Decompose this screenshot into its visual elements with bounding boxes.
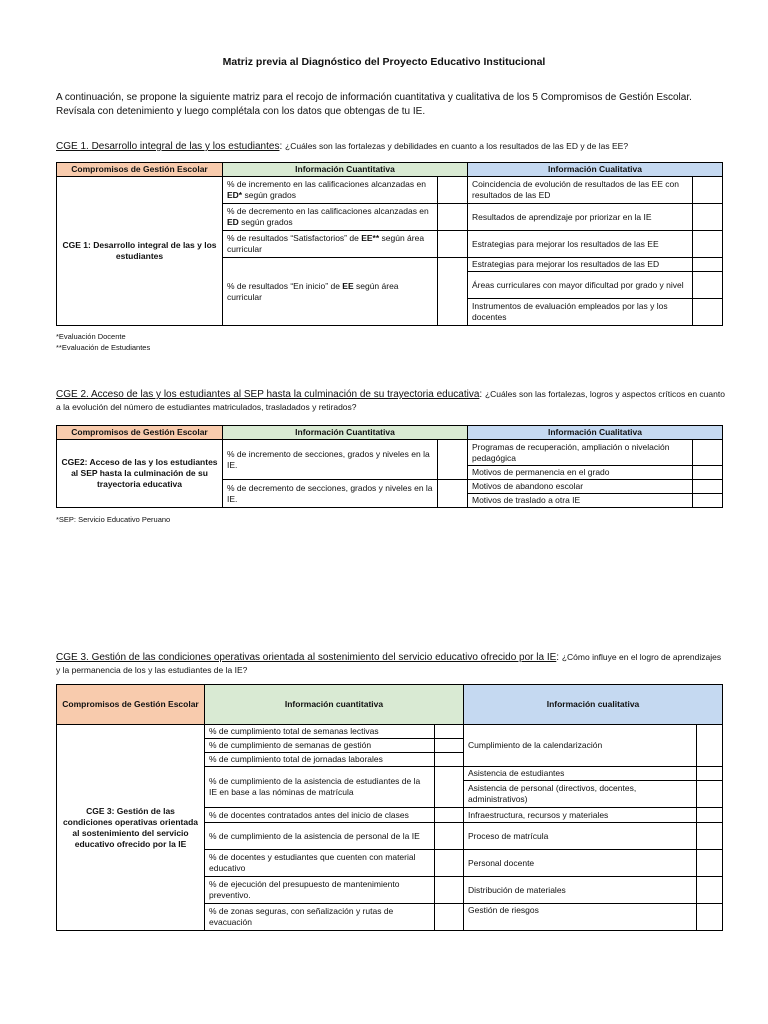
- cge3-qual-input[interactable]: [697, 850, 723, 877]
- cge1-qual-item: Coincidencia de evolución de resultados de las EE con resultados de las ED: [468, 177, 693, 204]
- cge3-quant-input[interactable]: [435, 739, 464, 753]
- cge2-notes: [56, 514, 170, 525]
- cge2-heading: CGE 2. Acceso de las y los estudiantes al SEP hasta la culminación de su trayectoria educativa: [56, 389, 480, 400]
- cge1-qual-item: Estrategias para mejorar los resultados de las ED: [468, 258, 693, 272]
- cge3-qual-input[interactable]: [697, 904, 723, 931]
- cge3-qual-item: Proceso de matrícula: [464, 823, 697, 850]
- cge3-quant-item: % de cumplimiento total de semanas lectivas: [205, 725, 435, 739]
- cge1-note: *Evaluación Docente: [56, 332, 126, 341]
- cge1-qual-input[interactable]: [693, 299, 723, 326]
- cge1-quant-item: % de incremento en las calificaciones alcanzadas en ED* según grados: [223, 177, 438, 204]
- cge2-qual-input[interactable]: [693, 466, 723, 480]
- cge1-heading: CGE 1. Desarrollo integral de las y los estudiantes: [56, 141, 280, 152]
- cge3-heading: CGE 3. Gestión de las condiciones operativas orientada al sostenimiento del servicio educativo ofrecido por la IE: [56, 652, 557, 663]
- cge1-table: [56, 162, 723, 326]
- cge1-note: **Evaluación de Estudiantes: [56, 343, 151, 352]
- cge2-qual-item: Motivos de permanencia en el grado: [468, 466, 693, 480]
- cge1-qual-item: Resultados de aprendizaje por priorizar en la IE: [468, 204, 693, 231]
- cge1-quant-item: % de resultados “En inicio” de EE según área curricular: [223, 258, 438, 326]
- cge3-qual-item: Cumplimiento de la calendarización: [464, 725, 697, 767]
- cge3-quant-item: % de docentes contratados antes del inicio de clases: [205, 808, 435, 823]
- cge3-commitment-cell: CGE 3: Gestión de las condiciones operativas orientada al sostenimiento del servicio educativo ofrecido por la IE: [57, 725, 205, 931]
- cge3-table: [56, 684, 723, 931]
- cge1-quant-input[interactable]: [438, 177, 468, 204]
- cge2-quant-input[interactable]: [438, 440, 468, 480]
- cge2-heading-block: CGE 2. Acceso de las y los estudiantes al SEP hasta la culminación de su trayectoria educativa: ¿Cuáles son las fortalezas, logros y aspectos críticos en cuanto a la evolución del número de estudiantes matriculados, trasladados y retirados?: [56, 389, 725, 412]
- cge2-qual-item: Motivos de traslado a otra IE: [468, 494, 693, 508]
- cge2-quant-input[interactable]: [438, 480, 468, 508]
- cge2-header-qual: Información Cualitativa: [468, 426, 723, 440]
- cge1-quant-input[interactable]: [438, 258, 468, 326]
- cge1-qual-item: Instrumentos de evaluación empleados por las y los docentes: [468, 299, 693, 326]
- cge1-qual-item: Áreas curriculares con mayor dificultad por grado y nivel: [468, 272, 693, 299]
- cge1-quant-input[interactable]: [438, 204, 468, 231]
- cge3-quant-item: % de zonas seguras, con señalización y rutas de evacuación: [205, 904, 435, 931]
- cge3-heading-block: CGE 3. Gestión de las condiciones operativas orientada al sostenimiento del servicio educativo ofrecido por la IE: ¿Cómo influye en el logro de aprendizajes y la permanencia de los y las estudiantes de la IE?: [56, 652, 722, 675]
- cge1-notes: [56, 331, 150, 353]
- cge2-qual-input[interactable]: [693, 480, 723, 494]
- cge3-quant-input[interactable]: [435, 904, 464, 931]
- cge2-table: [56, 425, 723, 508]
- cge1-qual-item: Estrategias para mejorar los resultados de las EE: [468, 231, 693, 258]
- cge1-quant-input[interactable]: [438, 231, 468, 258]
- cge3-quant-input[interactable]: [435, 725, 464, 739]
- cge1-qual-input[interactable]: [693, 177, 723, 204]
- cge2-header-quant: Información Cuantitativa: [223, 426, 468, 440]
- cge3-header-commitment: Compromisos de Gestión Escolar: [57, 685, 205, 725]
- cge1-quant-item: % de resultados “Satisfactorios” de EE** según área curricular: [223, 231, 438, 258]
- document-title: Matriz previa al Diagnóstico del Proyecto Educativo Institucional: [222, 56, 546, 68]
- cge3-quant-item: % de docentes y estudiantes que cuenten con material educativo: [205, 850, 435, 877]
- cge3-qual-item: Asistencia de estudiantes: [464, 767, 697, 781]
- cge2-quant-item: % de incremento de secciones, grados y niveles en la IE.: [223, 440, 438, 480]
- cge1-header-quant: Información Cuantitativa: [223, 163, 468, 177]
- cge2-qual-input[interactable]: [693, 494, 723, 508]
- cge3-quant-input[interactable]: [435, 808, 464, 823]
- cge2-header-commitment: Compromisos de Gestión Escolar: [57, 426, 223, 440]
- cge2-qual-input[interactable]: [693, 440, 723, 466]
- cge1-qual-input[interactable]: [693, 231, 723, 258]
- cge3-question: ¿Cómo influye en el logro de aprendizajes y la permanencia de los y las estudiantes de la IE?: [56, 652, 722, 675]
- intro-paragraph: A continuación, se propone la siguiente matriz para el recojo de información cuantitativa y cualitativa de los 5 Compromisos de Gestión Escolar. Revísala con detenimiento y luego complétala con los datos que obtengas de tu IE.: [56, 92, 692, 117]
- cge1-header-commitment: Compromisos de Gestión Escolar: [57, 163, 223, 177]
- cge3-quant-item: % de cumplimiento de la asistencia de estudiantes de la IE en base a las nóminas de matrícula: [205, 767, 435, 808]
- cge3-qual-input[interactable]: [697, 808, 723, 823]
- cge2-note: *SEP: Servicio Educativo Peruano: [56, 515, 171, 524]
- cge2-qual-item: Programas de recuperación, ampliación o nivelación pedagógica: [468, 440, 693, 466]
- cge1-question: ¿Cuáles son las fortalezas y debilidades en cuanto a los resultados de las ED y de las EE?: [285, 141, 629, 151]
- cge3-quant-item: % de cumplimiento total de jornadas laborales: [205, 753, 435, 767]
- cge1-commitment-cell: CGE 1: Desarrollo integral de las y los estudiantes: [57, 177, 223, 326]
- cge3-qual-input[interactable]: [697, 767, 723, 781]
- cge2-commitment-cell: CGE2: Acceso de las y los estudiantes al SEP hasta la culminación de su trayectoria educativa: [57, 440, 223, 508]
- cge2-question: ¿Cuáles son las fortalezas, logros y aspectos críticos en cuanto a la evolución del número de estudiantes matriculados, trasladados y retirados?: [56, 389, 725, 412]
- cge1-qual-input[interactable]: [693, 272, 723, 299]
- cge1-quant-item: % de decremento en las calificaciones alcanzadas en ED según grados: [223, 204, 438, 231]
- cge3-qual-item: Personal docente: [464, 850, 697, 877]
- cge3-qual-item: Gestión de riesgos: [464, 904, 697, 931]
- cge3-header-quant: Información cuantitativa: [205, 685, 464, 725]
- cge1-heading-block: CGE 1. Desarrollo integral de las y los estudiantes: ¿Cuáles son las fortalezas y debilidades en cuanto a los resultados de las ED y de las EE?: [56, 141, 629, 152]
- cge3-qual-input[interactable]: [697, 877, 723, 904]
- cge3-qual-item: Distribución de materiales: [464, 877, 697, 904]
- cge3-qual-item: Asistencia de personal (directivos, docentes, administrativos): [464, 781, 697, 808]
- cge3-quant-input[interactable]: [435, 877, 464, 904]
- cge3-qual-input[interactable]: [697, 823, 723, 850]
- cge3-quant-item: % de ejecución del presupuesto de mantenimiento preventivo.: [205, 877, 435, 904]
- cge1-qual-input[interactable]: [693, 258, 723, 272]
- cge3-quant-input[interactable]: [435, 767, 464, 808]
- cge3-quant-input[interactable]: [435, 850, 464, 877]
- cge3-qual-item: Infraestructura, recursos y materiales: [464, 808, 697, 823]
- cge3-quant-input[interactable]: [435, 823, 464, 850]
- cge3-header-qual: Información cualitativa: [464, 685, 723, 725]
- cge3-quant-item: % de cumplimiento de semanas de gestión: [205, 739, 435, 753]
- cge2-quant-item: % de decremento de secciones, grados y niveles en la IE.: [223, 480, 438, 508]
- cge1-header-qual: Información Cualitativa: [468, 163, 723, 177]
- cge3-qual-input[interactable]: [697, 781, 723, 808]
- cge2-qual-item: Motivos de abandono escolar: [468, 480, 693, 494]
- cge3-quant-input[interactable]: [435, 753, 464, 767]
- cge3-qual-input[interactable]: [697, 725, 723, 767]
- cge1-qual-input[interactable]: [693, 204, 723, 231]
- cge3-quant-item: % de cumplimiento de la asistencia de personal de la IE: [205, 823, 435, 850]
